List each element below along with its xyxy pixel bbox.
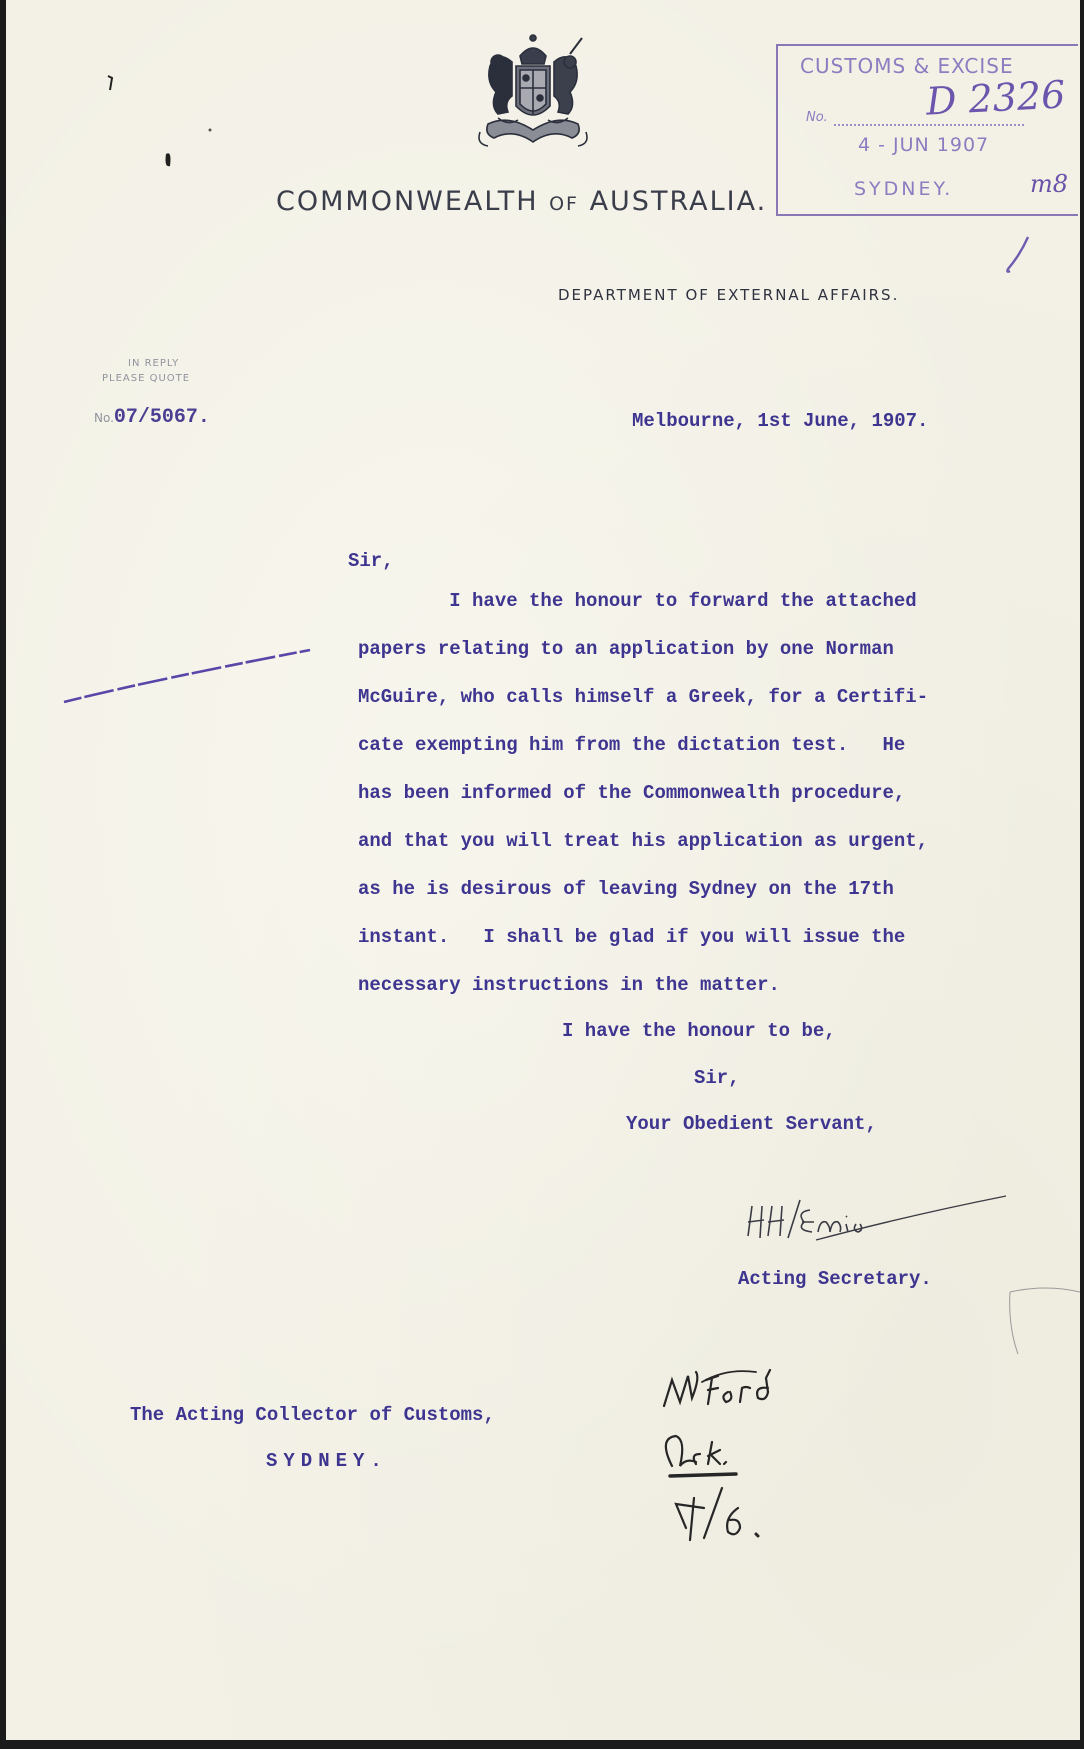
closing-sir: Sir,	[694, 1067, 740, 1089]
letter-page	[6, 0, 1080, 1740]
letterhead-title-main-1: COMMONWEALTH	[276, 186, 539, 217]
reference-number: 07/5067.	[113, 406, 210, 429]
body-line: and that you will treat his application as urgent,	[358, 830, 929, 852]
stamp-no-label: No.	[806, 110, 828, 125]
salutation: Sir,	[348, 550, 394, 572]
body-line: necessary instructions in the matter.	[358, 974, 780, 996]
body-line: I have the honour to forward the attached	[358, 590, 917, 612]
addressee: The Acting Collector of Customs,	[130, 1404, 495, 1426]
stamp-registration-number: D 2326	[924, 72, 1067, 124]
reference-number-line	[94, 406, 210, 429]
stamp-header: CUSTOMS & EXCISE	[800, 54, 1014, 78]
reply-note-line-1: IN REPLY	[128, 358, 180, 369]
letterhead-title-of: OF	[549, 193, 579, 215]
signer-title: Acting Secretary.	[738, 1268, 932, 1290]
margin-pen-stroke	[62, 640, 312, 710]
addressee-city: SYDNEY.	[266, 1450, 388, 1472]
stamp-handwritten-mark: m8	[1030, 170, 1069, 198]
body-line: as he is desirous of leaving Sydney on the 17th	[358, 878, 894, 900]
closing-line: I have the honour to be,	[562, 1020, 836, 1042]
reference-number-label: No.	[94, 411, 114, 425]
body-line: has been informed of the Commonwealth procedure,	[358, 782, 906, 804]
pen-tick-mark	[1002, 235, 1032, 275]
stamp-dotted-rule	[834, 124, 1024, 126]
handwritten-annotation	[646, 1358, 846, 1578]
body-line: instant. I shall be glad if you will issue the	[358, 926, 906, 948]
body-line: cate exempting him from the dictation test. He	[358, 734, 906, 756]
stamp-city: SYDNEY.	[854, 178, 954, 200]
department-heading: DEPARTMENT OF EXTERNAL AFFAIRS.	[558, 286, 900, 304]
reply-note-line-2: PLEASE QUOTE	[102, 373, 191, 384]
paper-crease-mark	[1006, 1286, 1080, 1356]
letterhead-title-main-2: AUSTRALIA.	[589, 186, 768, 217]
closing-servant: Your Obedient Servant,	[626, 1113, 877, 1135]
stamp-date: 4 - JUN 1907	[858, 134, 990, 156]
letter-date-line: Melbourne, 1st June, 1907.	[632, 410, 929, 432]
letterhead-title	[276, 186, 767, 217]
coat-of-arms-crest	[468, 22, 598, 157]
body-line: papers relating to an application by one Norman	[358, 638, 894, 660]
paper-specks	[98, 70, 218, 190]
body-line: McGuire, who calls himself a Greek, for a Certifi-	[358, 686, 929, 708]
customs-received-stamp	[776, 44, 1078, 216]
handwritten-signature	[726, 1180, 1016, 1250]
